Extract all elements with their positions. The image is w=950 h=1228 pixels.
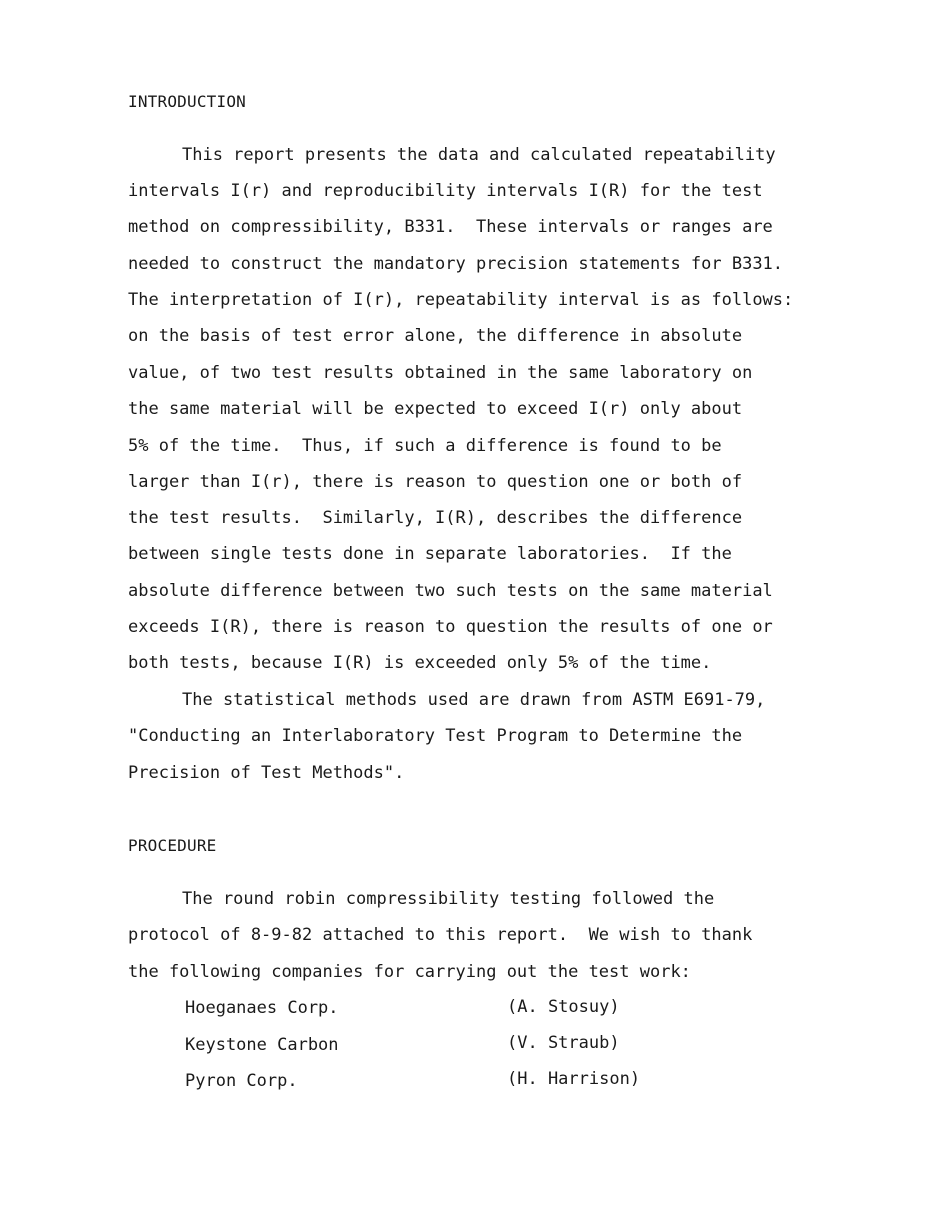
text-line: both tests, because I(R) is exceeded only 5% of the time.	[128, 653, 712, 673]
text-line: value, of two test results obtained in the same laboratory on	[128, 363, 753, 383]
text-line: the following companies for carrying out the test work:	[128, 962, 691, 982]
company-contact: (H. Harrison)	[507, 1069, 641, 1089]
text-line: "Conducting an Interlaboratory Test Program to Determine the	[128, 726, 743, 746]
text-line: Precision of Test Methods".	[128, 763, 405, 783]
text-line: method on compressibility, B331. These intervals or ranges are	[128, 217, 773, 237]
company-name: Hoeganaes Corp.	[185, 998, 339, 1018]
text-line: the test results. Similarly, I(R), describes the difference	[128, 508, 743, 528]
company-contact: (V. Straub)	[507, 1033, 620, 1053]
text-line: larger than I(r), there is reason to question one or both of	[128, 472, 743, 492]
text-line: 5% of the time. Thus, if such a difference is found to be	[128, 436, 722, 456]
text-line: the same material will be expected to exceed I(r) only about	[128, 399, 743, 419]
text-line: The statistical methods used are drawn from ASTM E691-79,	[182, 690, 766, 710]
text-line: on the basis of test error alone, the difference in absolute	[128, 326, 743, 346]
text-line: exceeds I(R), there is reason to question the results of one or	[128, 617, 773, 637]
introduction-heading: INTRODUCTION	[128, 92, 246, 111]
text-line: absolute difference between two such tests on the same material	[128, 581, 773, 601]
company-name: Pyron Corp.	[185, 1071, 298, 1091]
text-line: intervals I(r) and reproducibility intervals I(R) for the test	[128, 181, 763, 201]
company-name: Keystone Carbon	[185, 1035, 339, 1055]
text-line: between single tests done in separate laboratories. If the	[128, 544, 732, 564]
procedure-heading: PROCEDURE	[128, 836, 217, 855]
text-line: The interpretation of I(r), repeatability interval is as follows:	[128, 290, 794, 310]
text-line: needed to construct the mandatory precision statements for B331.	[128, 254, 784, 274]
text-line: The round robin compressibility testing followed the	[182, 889, 715, 909]
text-line: protocol of 8-9-82 attached to this report. We wish to thank	[128, 925, 753, 945]
text-line: This report presents the data and calculated repeatability	[182, 145, 776, 165]
company-contact: (A. Stosuy)	[507, 997, 620, 1017]
